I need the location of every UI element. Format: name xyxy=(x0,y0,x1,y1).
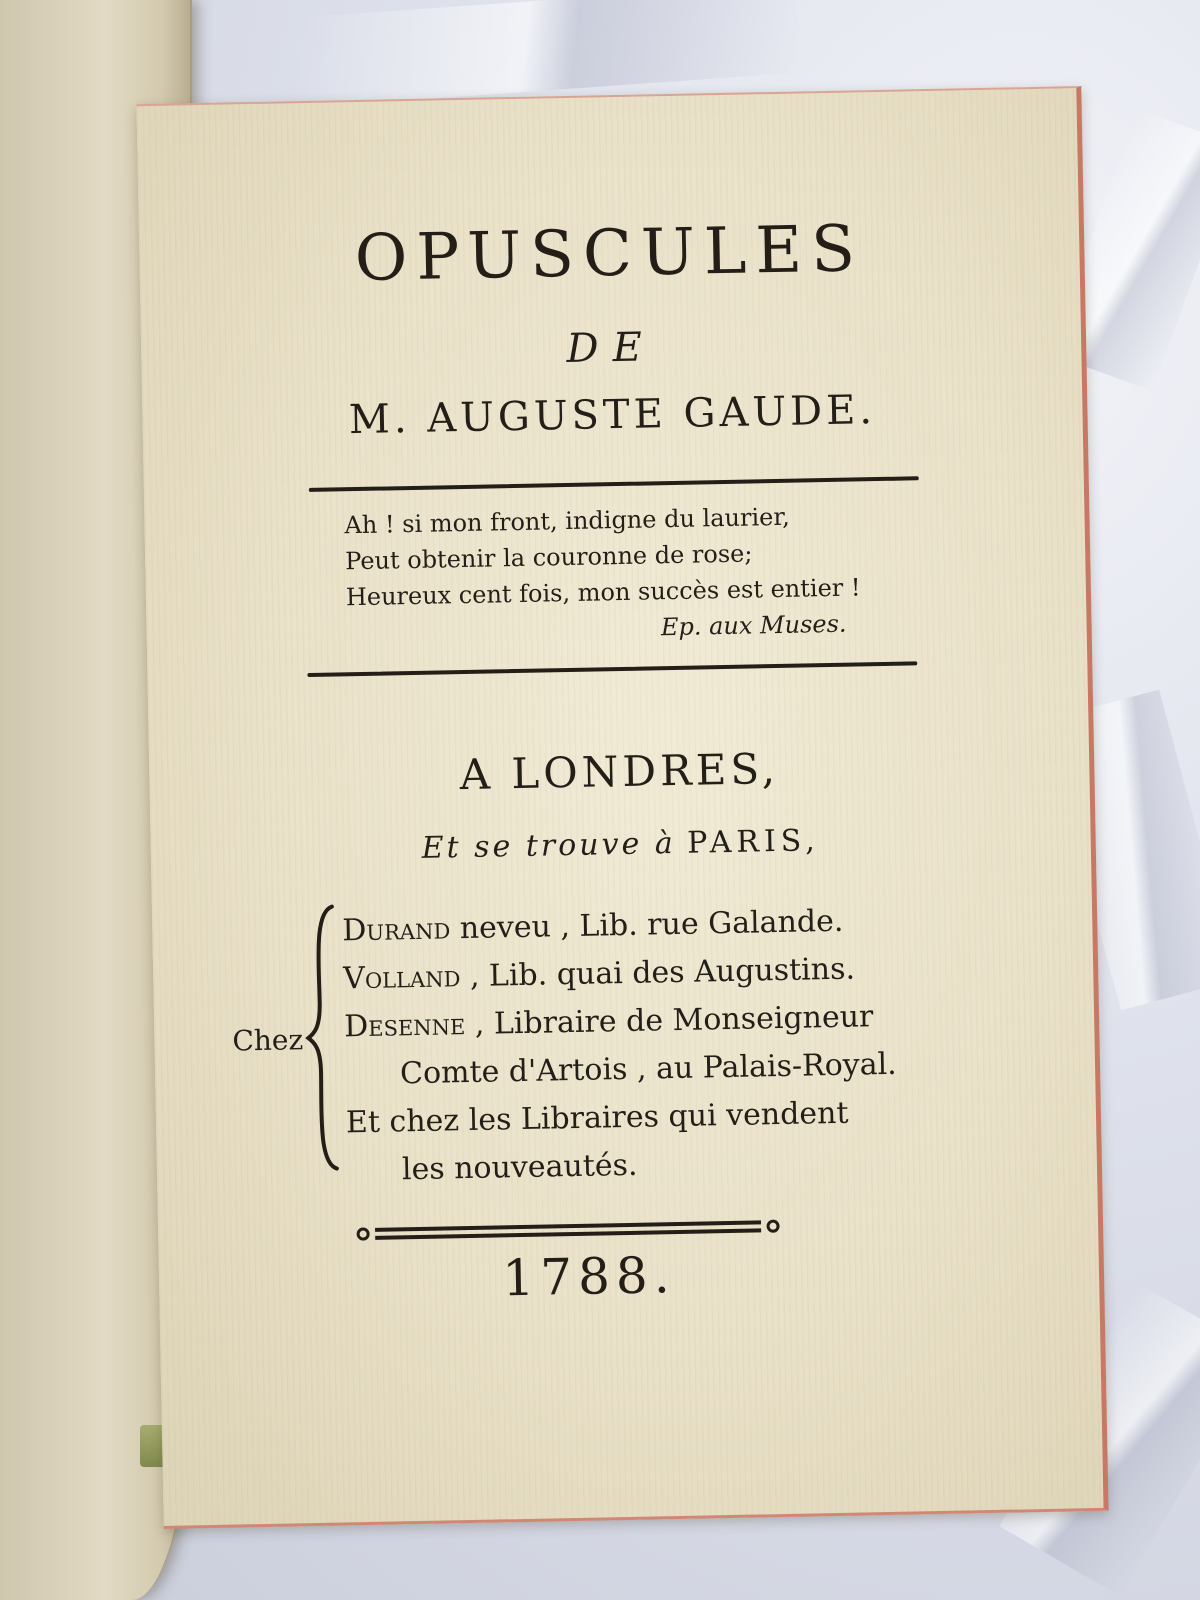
title-de: DE xyxy=(566,324,657,372)
bookseller-name: Volland xyxy=(342,959,461,997)
epigraph-line: Heureux cent fois, mon succès est entier ! xyxy=(345,573,861,612)
sold-at-line xyxy=(150,818,1090,871)
title-page xyxy=(136,86,1108,1529)
sold-at-city: PARIS, xyxy=(686,823,821,861)
bookseller-name: Desenne xyxy=(343,1007,466,1045)
bookseller-address: neveu , Lib. rue Galande. xyxy=(449,903,844,947)
bookseller-address: , Lib. quai des Augustins. xyxy=(460,951,856,995)
bookseller-name: Durand xyxy=(341,911,451,949)
sold-at-phrase: Et se trouve à xyxy=(421,825,677,866)
publication-year: 1788. xyxy=(501,1246,677,1308)
booksellers-list xyxy=(342,896,947,1195)
author-name: M. AUGUSTE GAUDE. xyxy=(348,387,877,444)
ornamental-rule-icon xyxy=(353,1214,783,1246)
epigraph-line: Ah ! si mon front, indigne du laurier, xyxy=(344,502,791,540)
bottom-rule xyxy=(307,661,917,677)
bookseller-address: Comte d'Artois , au Palais-Royal. xyxy=(399,1046,897,1092)
chez-label: Chez xyxy=(232,1023,304,1058)
top-rule xyxy=(309,476,919,492)
bookseller-address: les nouveautés. xyxy=(401,1147,638,1188)
curly-brace-icon xyxy=(302,902,347,1173)
epigraph xyxy=(344,497,907,652)
bookseller-address: , Libraire de Monseigneur xyxy=(464,999,874,1043)
epigraph-attribution: Ep. aux Muses. xyxy=(660,609,847,642)
book-title: OPUSCULES xyxy=(354,212,865,297)
bookseller-address: Et chez les Libraires qui vendent xyxy=(345,1095,849,1141)
imprint-city: A LONDRES, xyxy=(459,743,780,800)
epigraph-line: Peut obtenir la couronne de rose; xyxy=(344,539,753,576)
bookseller-entry xyxy=(346,1136,947,1196)
